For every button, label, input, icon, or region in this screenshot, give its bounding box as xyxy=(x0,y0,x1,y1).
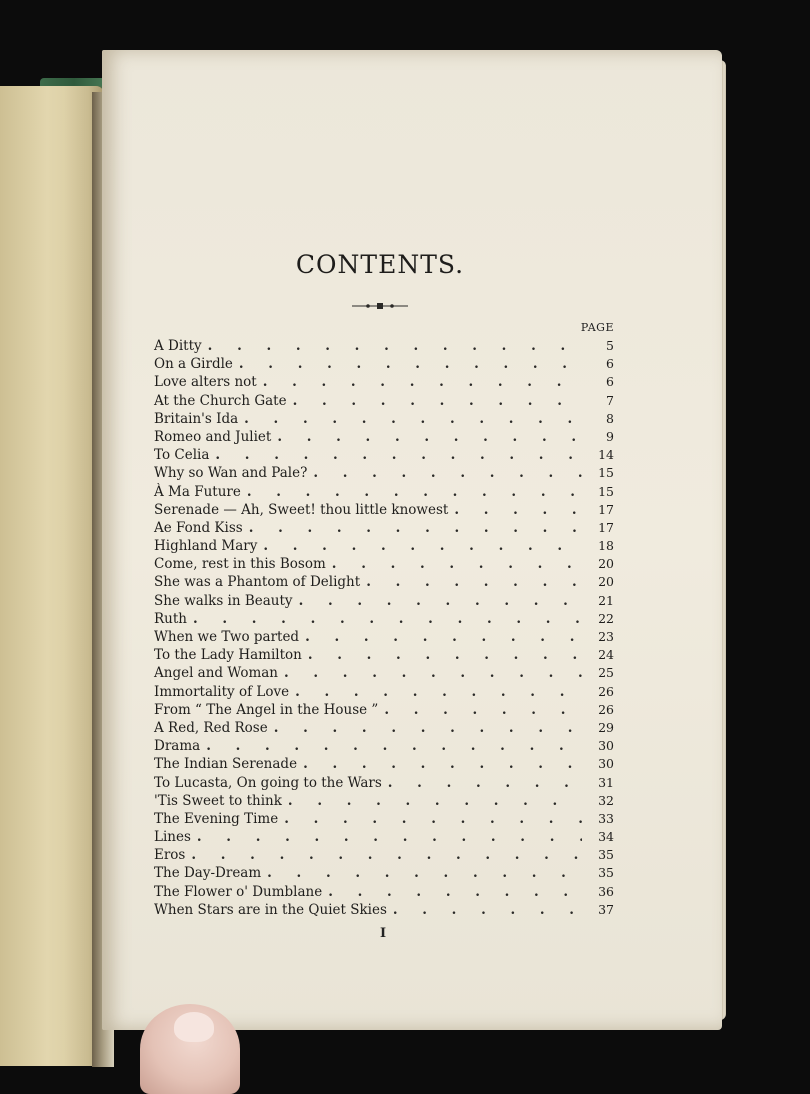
dot-leader xyxy=(332,556,582,572)
dot-leader xyxy=(366,574,582,590)
toc-entry-title: The Flower o' Dumblane xyxy=(154,883,323,900)
toc-entry-title: Britain's Ida xyxy=(154,410,239,427)
dot-leader xyxy=(206,738,582,754)
dot-leader xyxy=(303,756,582,772)
toc-entry-page: 20 xyxy=(598,574,614,590)
toc-entry-title: On a Girdle xyxy=(154,356,233,373)
dot-leader xyxy=(244,411,582,427)
toc-entry xyxy=(154,574,614,592)
toc-entry-title: A Red, Red Rose xyxy=(154,719,268,736)
dot-leader xyxy=(454,502,582,518)
dot-leader xyxy=(274,720,582,736)
dot-leader xyxy=(299,593,582,609)
toc-entry xyxy=(154,884,614,902)
thumb xyxy=(140,1004,240,1094)
toc-entry-page: 20 xyxy=(598,556,614,572)
toc-entry-page: 24 xyxy=(598,647,614,663)
toc-entry xyxy=(154,793,614,811)
toc-entry xyxy=(154,484,614,502)
toc-entry-page: 18 xyxy=(598,538,614,554)
dot-leader xyxy=(284,665,582,681)
toc-entry-title: Serenade — Ah, Sweet! thou little knowest xyxy=(154,501,449,518)
toc-entry xyxy=(154,647,614,665)
toc-entry-page: 35 xyxy=(598,847,614,863)
toc-entry-page: 37 xyxy=(598,901,614,917)
toc-entry xyxy=(154,865,614,883)
dot-leader xyxy=(215,447,582,463)
toc-entry-title: Eros xyxy=(154,847,186,864)
left-page xyxy=(0,86,104,1066)
toc-entry-page: 7 xyxy=(606,392,614,408)
toc-entry-page: 9 xyxy=(606,428,614,444)
toc-entry-title: A Ditty xyxy=(154,338,202,354)
toc-entry xyxy=(154,665,614,683)
toc-entry xyxy=(154,629,614,647)
dot-leader xyxy=(305,629,582,645)
toc-entry-page: 17 xyxy=(598,519,614,535)
toc-entry-page: 35 xyxy=(598,865,614,881)
toc-entry-page: 6 xyxy=(606,356,614,372)
dot-leader xyxy=(239,356,582,372)
dot-leader xyxy=(249,520,582,536)
toc-entry-title: Angel and Woman xyxy=(154,665,278,682)
dot-leader xyxy=(197,829,582,845)
toc-entry-title: Come, rest in this Bosom xyxy=(154,556,326,573)
toc-entry-title: She walks in Beauty xyxy=(154,592,293,609)
toc-entry-title: To the Lady Hamilton xyxy=(154,647,302,664)
toc-entry-page: 31 xyxy=(598,774,614,790)
page-folio: I xyxy=(379,926,387,941)
toc-entry-title: Lines xyxy=(154,829,191,846)
toc-entry xyxy=(154,811,614,829)
toc-entry xyxy=(154,429,614,447)
toc-entry xyxy=(154,447,614,465)
toc-entry-title: Love alters not xyxy=(154,374,257,391)
dot-leader xyxy=(308,647,582,663)
dot-leader xyxy=(313,465,582,481)
toc-entry-title: The Evening Time xyxy=(154,810,279,827)
contents-list xyxy=(154,338,614,920)
toc-entry xyxy=(154,847,614,865)
dot-leader xyxy=(277,429,582,445)
ornament-divider-icon xyxy=(350,300,410,312)
toc-entry-title: Romeo and Juliet xyxy=(154,428,272,445)
toc-entry xyxy=(154,702,614,720)
toc-entry xyxy=(154,502,614,520)
toc-entry xyxy=(154,684,614,702)
toc-entry-page: 15 xyxy=(598,483,614,499)
toc-entry xyxy=(154,902,614,920)
toc-entry-page: 36 xyxy=(598,883,614,899)
toc-entry-page: 21 xyxy=(598,592,614,608)
toc-entry-title: When we Two parted xyxy=(154,629,300,645)
toc-entry xyxy=(154,520,614,538)
toc-entry-page: 5 xyxy=(606,338,614,353)
dot-leader xyxy=(393,902,582,918)
toc-entry xyxy=(154,611,614,629)
toc-entry-page: 30 xyxy=(598,738,614,754)
dot-leader xyxy=(388,775,582,791)
toc-entry xyxy=(154,775,614,793)
toc-entry xyxy=(154,756,614,774)
dot-leader xyxy=(208,338,582,354)
toc-entry xyxy=(154,538,614,556)
dot-leader xyxy=(293,393,582,409)
toc-entry-title: The Indian Serenade xyxy=(154,756,298,773)
toc-entry-page: 22 xyxy=(598,610,614,626)
toc-entry xyxy=(154,411,614,429)
dot-leader xyxy=(267,865,582,881)
dot-leader xyxy=(191,847,582,863)
toc-entry-page: 29 xyxy=(598,719,614,735)
toc-entry-page: 26 xyxy=(598,701,614,717)
dot-leader xyxy=(263,374,582,390)
toc-entry-title: Ruth xyxy=(154,610,187,627)
toc-entry xyxy=(154,393,614,411)
toc-entry-page: 25 xyxy=(598,665,614,681)
toc-entry xyxy=(154,356,614,374)
toc-entry-title: Highland Mary xyxy=(154,538,258,555)
toc-entry-page: 26 xyxy=(598,683,614,699)
toc-entry-title: To Lucasta, On going to the Wars xyxy=(154,774,382,791)
dot-leader xyxy=(288,793,582,809)
dot-leader xyxy=(295,684,582,700)
dot-leader xyxy=(328,884,582,900)
toc-entry-page: 30 xyxy=(598,756,614,772)
toc-entry-title: Why so Wan and Pale? xyxy=(154,465,308,482)
toc-entry xyxy=(154,465,614,483)
toc-entry-page: 23 xyxy=(598,629,614,644)
toc-entry-page: 17 xyxy=(598,501,614,517)
toc-entry-page: 33 xyxy=(598,810,614,826)
contents-heading: CONTENTS. xyxy=(295,250,465,279)
toc-entry xyxy=(154,556,614,574)
dot-leader xyxy=(284,811,582,827)
toc-entry-title: Ae Fond Kiss xyxy=(154,519,243,536)
dot-leader xyxy=(384,702,582,718)
page-column-label: PAGE xyxy=(580,321,614,334)
dot-leader xyxy=(193,611,582,627)
toc-entry-title: To Celia xyxy=(154,447,210,464)
dot-leader xyxy=(247,484,582,500)
toc-entry-page: 15 xyxy=(598,465,614,481)
toc-entry-title: Immortality of Love xyxy=(154,683,290,700)
toc-entry-title: From “ The Angel in the House ” xyxy=(154,701,379,718)
toc-entry-page: 6 xyxy=(606,374,614,390)
toc-entry xyxy=(154,338,614,356)
toc-entry xyxy=(154,374,614,392)
toc-entry-title: À Ma Future xyxy=(154,483,241,500)
toc-entry-title: At the Church Gate xyxy=(154,392,287,409)
toc-entry-page: 34 xyxy=(598,829,614,845)
toc-entry xyxy=(154,720,614,738)
toc-entry-title: She was a Phantom of Delight xyxy=(154,574,361,591)
toc-entry xyxy=(154,593,614,611)
toc-entry-page: 14 xyxy=(598,447,614,463)
toc-entry-page: 32 xyxy=(598,792,614,808)
toc-entry xyxy=(154,738,614,756)
toc-entry xyxy=(154,829,614,847)
toc-entry-title: 'Tis Sweet to think xyxy=(154,792,282,809)
toc-entry-title: When Stars are in the Quiet Skies xyxy=(154,901,387,918)
dot-leader xyxy=(263,538,582,554)
toc-entry-title: Drama xyxy=(154,738,201,755)
toc-entry-page: 8 xyxy=(606,410,614,426)
toc-entry-title: The Day-Dream xyxy=(154,865,262,882)
